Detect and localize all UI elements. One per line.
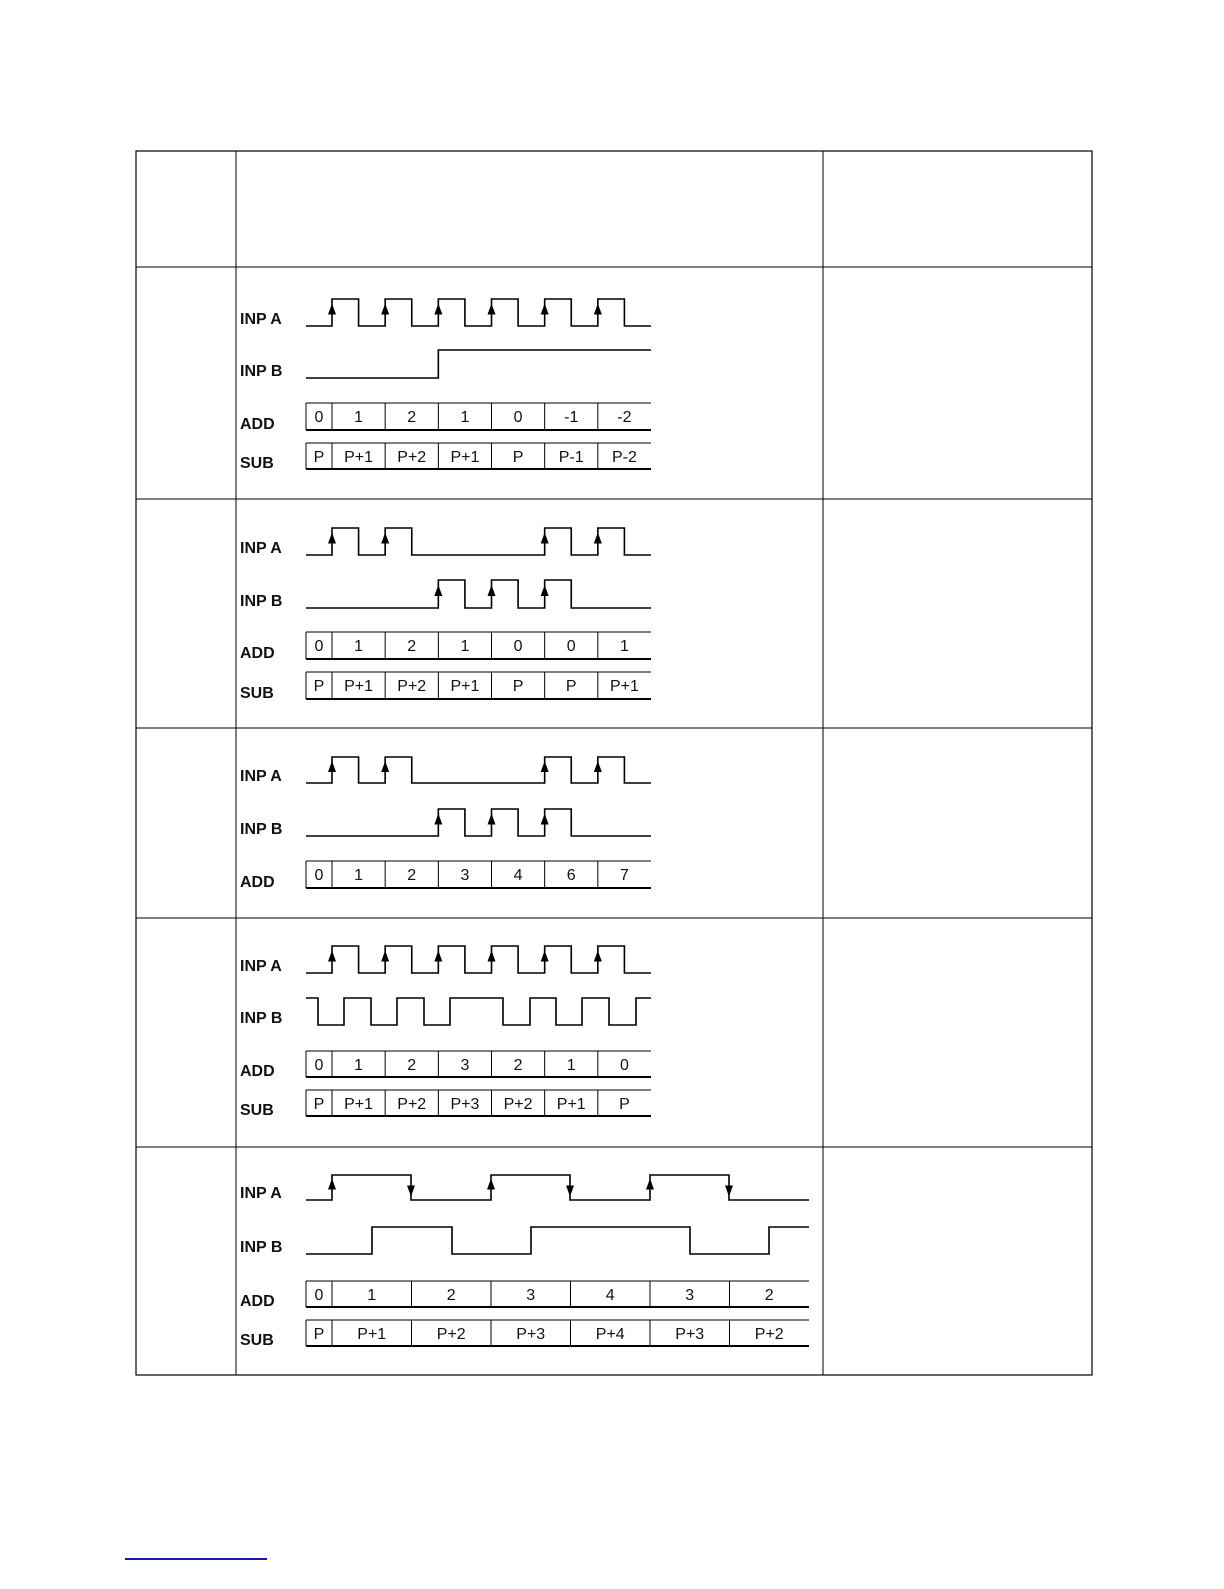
- sub-cell-value: P: [313, 678, 325, 695]
- sub-cell-value: P+1: [450, 449, 480, 466]
- footnote-rule: [125, 1558, 267, 1560]
- sub-cell-value: P+2: [397, 678, 427, 695]
- sub-cell-value: P+3: [675, 1326, 705, 1343]
- sub-cell-value: P+1: [344, 449, 374, 466]
- signal-label: INP A: [240, 958, 282, 975]
- add-cell-value: 2: [446, 1287, 456, 1304]
- sub-cell-value: P+2: [397, 449, 427, 466]
- sub-cell-value: P-1: [558, 449, 584, 466]
- signal-waveform: [306, 580, 651, 608]
- add-cell-value: 1: [460, 638, 470, 655]
- signal-waveform: [306, 809, 651, 836]
- counter-label: SUB: [240, 455, 274, 472]
- add-cell-value: 1: [460, 409, 470, 426]
- add-cell-value: 2: [513, 1057, 523, 1074]
- signal-label: INP B: [240, 593, 283, 610]
- sub-cell-value: P: [313, 1326, 325, 1343]
- rising-edge-arrow: [488, 814, 496, 825]
- add-cell-value: 1: [566, 1057, 576, 1074]
- sub-cell-value: P: [313, 449, 325, 466]
- signal-waveform: [306, 1227, 809, 1254]
- falling-edge-arrow: [407, 1186, 415, 1197]
- rising-edge-arrow: [541, 761, 549, 772]
- add-cell-value: 2: [407, 409, 417, 426]
- sub-cell-value: P: [512, 449, 524, 466]
- rising-edge-arrow: [594, 761, 602, 772]
- add-cell-value: -2: [617, 409, 632, 426]
- add-cell-value: 4: [605, 1287, 615, 1304]
- signal-label: INP B: [240, 363, 283, 380]
- counter-label: SUB: [240, 1102, 274, 1119]
- counter-label: SUB: [240, 1332, 274, 1349]
- sub-cell-value: P: [619, 1096, 630, 1113]
- sub-cell-value: P-2: [611, 449, 637, 466]
- add-cell-value: -1: [564, 409, 579, 426]
- sub-cell-value: P: [313, 1096, 325, 1113]
- add-cell-value: 0: [619, 1057, 629, 1074]
- add-cell-value: 1: [354, 409, 364, 426]
- rising-edge-arrow: [594, 304, 602, 315]
- rising-edge-arrow: [488, 585, 496, 596]
- rising-edge-arrow: [434, 304, 442, 315]
- add-cell-value: 0: [566, 638, 576, 655]
- add-cell-value: 0: [314, 867, 324, 884]
- rising-edge-arrow: [541, 814, 549, 825]
- counter-label: ADD: [240, 1063, 275, 1080]
- rising-edge-arrow: [646, 1179, 654, 1190]
- signal-waveform: [306, 350, 651, 378]
- add-cell-value: 2: [764, 1287, 774, 1304]
- signal-label: INP A: [240, 311, 282, 328]
- rising-edge-arrow: [488, 304, 496, 315]
- falling-edge-arrow: [566, 1186, 574, 1197]
- rising-edge-arrow: [381, 533, 389, 544]
- add-cell-value: 1: [354, 638, 364, 655]
- add-cell-value: 0: [513, 638, 523, 655]
- rising-edge-arrow: [487, 1179, 495, 1190]
- add-cell-value: 0: [513, 409, 523, 426]
- signal-label: INP A: [240, 1185, 282, 1202]
- rising-edge-arrow: [328, 951, 336, 962]
- rising-edge-arrow: [381, 761, 389, 772]
- add-cell-value: 0: [314, 638, 324, 655]
- signal-label: INP A: [240, 768, 282, 785]
- add-cell-value: 3: [685, 1287, 695, 1304]
- rising-edge-arrow: [381, 304, 389, 315]
- rising-edge-arrow: [328, 533, 336, 544]
- add-cell-value: 3: [526, 1287, 536, 1304]
- sub-cell-value: P+4: [595, 1326, 625, 1343]
- add-cell-value: 1: [619, 638, 629, 655]
- signal-waveform: [306, 1175, 809, 1200]
- counter-label: SUB: [240, 685, 274, 702]
- add-cell-value: 7: [619, 867, 629, 884]
- sub-cell-value: P: [512, 678, 524, 695]
- rising-edge-arrow: [541, 304, 549, 315]
- sub-cell-value: P+2: [754, 1326, 784, 1343]
- rising-edge-arrow: [434, 951, 442, 962]
- add-cell-value: 0: [314, 1287, 324, 1304]
- signal-label: INP B: [240, 821, 283, 838]
- add-cell-value: 1: [354, 1057, 364, 1074]
- rising-edge-arrow: [434, 814, 442, 825]
- sub-cell-value: P+2: [503, 1096, 533, 1113]
- sub-cell-value: P+1: [344, 678, 374, 695]
- sub-cell-value: P+1: [357, 1326, 387, 1343]
- rising-edge-arrow: [328, 761, 336, 772]
- sub-cell-value: P+2: [436, 1326, 466, 1343]
- rising-edge-arrow: [594, 951, 602, 962]
- signal-waveform: [306, 998, 651, 1025]
- sub-cell-value: P+1: [344, 1096, 374, 1113]
- add-cell-value: 2: [407, 867, 417, 884]
- rising-edge-arrow: [381, 951, 389, 962]
- rising-edge-arrow: [541, 585, 549, 596]
- add-cell-value: 0: [314, 409, 324, 426]
- sub-cell-value: P+1: [609, 678, 639, 695]
- counter-label: ADD: [240, 1293, 275, 1310]
- signal-label: INP B: [240, 1010, 283, 1027]
- add-cell-value: 3: [460, 1057, 470, 1074]
- sub-cell-value: P+2: [397, 1096, 427, 1113]
- counter-label: ADD: [240, 645, 275, 662]
- counter-label: ADD: [240, 874, 275, 891]
- counter-label: ADD: [240, 416, 275, 433]
- falling-edge-arrow: [725, 1186, 733, 1197]
- rising-edge-arrow: [434, 585, 442, 596]
- rising-edge-arrow: [541, 951, 549, 962]
- add-cell-value: 4: [513, 867, 523, 884]
- add-cell-value: 2: [407, 638, 417, 655]
- sub-cell-value: P+3: [450, 1096, 480, 1113]
- rising-edge-arrow: [488, 951, 496, 962]
- add-cell-value: 1: [354, 867, 364, 884]
- rising-edge-arrow: [594, 533, 602, 544]
- signal-label: INP A: [240, 540, 282, 557]
- rising-edge-arrow: [541, 533, 549, 544]
- sub-cell-value: P+3: [516, 1326, 546, 1343]
- add-cell-value: 0: [314, 1057, 324, 1074]
- add-cell-value: 1: [367, 1287, 377, 1304]
- add-cell-value: 6: [566, 867, 576, 884]
- add-cell-value: 3: [460, 867, 470, 884]
- rising-edge-arrow: [328, 304, 336, 315]
- sub-cell-value: P+1: [450, 678, 480, 695]
- signal-label: INP B: [240, 1239, 283, 1256]
- sub-cell-value: P+1: [556, 1096, 586, 1113]
- rising-edge-arrow: [328, 1179, 336, 1190]
- sub-cell-value: P: [565, 678, 577, 695]
- add-cell-value: 2: [407, 1057, 417, 1074]
